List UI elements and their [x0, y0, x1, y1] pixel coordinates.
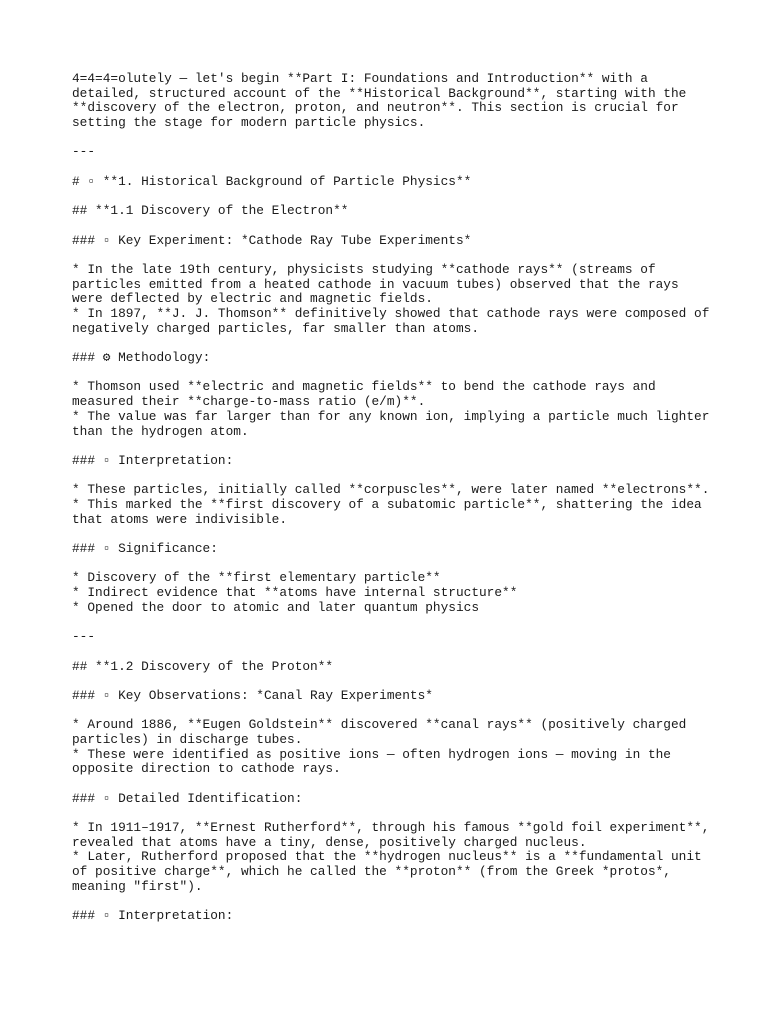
text-line: [72, 190, 712, 205]
text-line: revealed that atoms have a tiny, dense, positively charged nucleus.: [72, 834, 587, 850]
section-heading: # ▫ **1. Historical Background of Particle Physics**: [72, 173, 472, 189]
text-line: **discovery of the electron, proton, and neutron**. This section is crucial for: [72, 100, 679, 116]
bullet-line: * Around 1886, **Eugen Goldstein** discovered **canal rays** (positively charged: [72, 717, 687, 733]
text-line: [72, 615, 712, 630]
text-line: [72, 557, 712, 572]
text-line: that atoms were indivisible.: [72, 511, 288, 527]
subsubsection-heading: ### ▫ Key Observations: *Canal Ray Experiments*: [72, 687, 433, 703]
text-line: [72, 704, 712, 719]
subsubsection-heading: ### ▫ Key Experiment: *Cathode Ray Tube Experiments*: [72, 232, 472, 248]
text-line: [72, 469, 712, 484]
text-line: meaning "first").: [72, 878, 203, 894]
horizontal-rule-text: ---: [72, 144, 96, 160]
bullet-line: * In 1897, **J. J. Thomson** definitively showed that cathode rays were composed of: [72, 306, 710, 321]
text-line: detailed, structured account of the **Historical Background**, starting with the: [72, 85, 687, 101]
text-line: [72, 895, 712, 910]
text-line: negatively charged particles, far smaller than atoms.: [72, 320, 480, 336]
bullet-line: * Opened the door to atomic and later quantum physics: [72, 599, 480, 615]
text-line: particles) in discharge tubes.: [72, 731, 303, 747]
bullet-line: * The value was far larger than for any known ion, implying a particle much lighter: [72, 408, 710, 424]
text-line: [72, 336, 712, 351]
text-line: [72, 131, 712, 146]
bullet-line: * Thomson used **electric and magnetic fields** to bend the cathode rays and: [72, 379, 656, 395]
bullet-line: * Indirect evidence that **atoms have internal structure**: [72, 585, 518, 601]
subsection-heading: ## **1.1 Discovery of the Electron**: [72, 203, 349, 219]
text-line: [72, 645, 712, 660]
text-line: than the hydrogen atom.: [72, 423, 249, 439]
text-line: setting the stage for modern particle physics.: [72, 115, 426, 131]
text-line: were deflected by electric and magnetic fields.: [72, 291, 433, 307]
text-line: [72, 366, 712, 381]
subsubsection-heading: ### ▫ Detailed Identification:: [72, 790, 303, 806]
subsubsection-heading: ### ▫ Interpretation:: [72, 908, 234, 924]
text-line: 4=4=4=olutely — let's begin **Part I: Foundations and Introduction** with a: [72, 71, 648, 86]
text-line: [72, 219, 712, 234]
bullet-line: * These were identified as positive ions — often hydrogen ions — moving in the: [72, 746, 671, 762]
text-line: [72, 806, 712, 821]
text-line: of positive charge**, which he called the **proton** (from the Greek *protos*,: [72, 864, 671, 880]
text-line: [72, 248, 712, 263]
text-line: opposite direction to cathode rays.: [72, 761, 341, 777]
text-line: [72, 439, 712, 454]
bullet-line: * In 1911–1917, **Ernest Rutherford**, through his famous **gold foil experiment**,: [72, 820, 710, 836]
bullet-line: * In the late 19th century, physicists studying **cathode rays** (streams of: [72, 261, 656, 277]
subsubsection-heading: ### ▫ Significance:: [72, 541, 218, 556]
document-page: [72, 72, 712, 924]
bullet-line: * This marked the **first discovery of a subatomic particle**, shattering the idea: [72, 496, 702, 512]
bullet-line: * Discovery of the **first elementary particle**: [72, 570, 441, 586]
text-line: particles emitted from a heated cathode in vacuum tubes) observed that the rays: [72, 276, 679, 292]
bullet-line: * These particles, initially called **corpuscles**, were later named **electrons**.: [72, 482, 710, 498]
subsubsection-heading: ### ▫ Interpretation:: [72, 452, 234, 468]
subsubsection-heading: ### ⚙ Methodology:: [72, 350, 211, 366]
text-line: measured their **charge-to-mass ratio (e/m)**.: [72, 394, 426, 410]
subsection-heading: ## **1.2 Discovery of the Proton**: [72, 658, 334, 674]
text-line: [72, 674, 712, 689]
text-line: [72, 777, 712, 792]
text-line: [72, 527, 712, 542]
bullet-line: * Later, Rutherford proposed that the **hydrogen nucleus** is a **fundamental unit: [72, 849, 702, 865]
text-line: [72, 160, 712, 175]
horizontal-rule-text: ---: [72, 629, 96, 645]
